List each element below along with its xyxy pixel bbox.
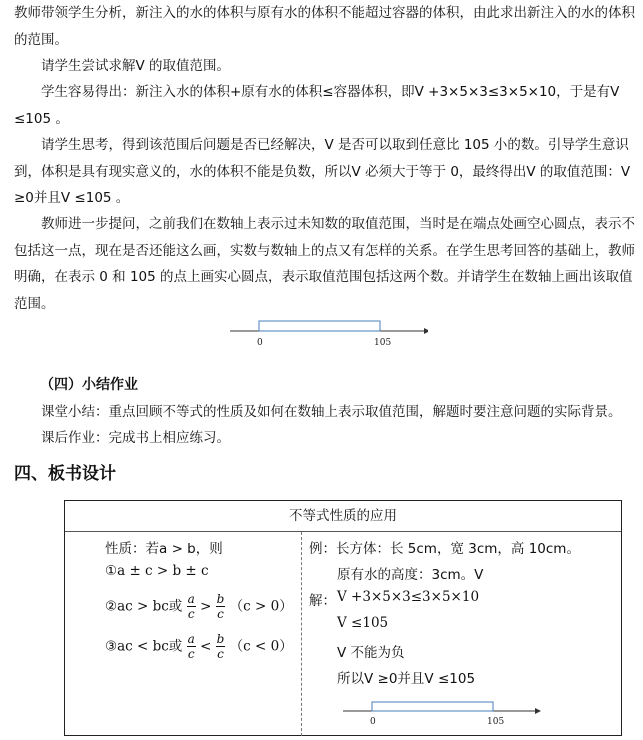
board-solve-label: 解：	[309, 593, 336, 609]
paragraph-reflection: 请学生思考，得到该范围后问题是否已经解决，V 是否可以取到任意比 105 小的数。引导学生意识到，体积是具有现实意义的，水的体积不能是负数，所以V 必须大于等于 0，最终得出V 的取值范围：V ≥0并且V ≤105 。	[14, 137, 631, 206]
board-title: 不等式性质的应用	[65, 501, 621, 532]
board-number-line-tick-105: 105	[487, 717, 505, 727]
paragraph-number-line-explanation: 教师进一步提问，之前我们在数轴上表示过未知数的取值范围，当时是在端点处画空心圆点，表示不包括这一点，现在是否还能这么画，实数与数轴上的点又有怎样的关系。在学生思考回答的基础上，教师明确，在表示 0 和 105 的点上画实心圆点，表示取值范围包括这两个数。并请学生在数轴上画出该取值范围。	[14, 216, 635, 312]
board-number-line-tick-0: 0	[370, 717, 376, 727]
number-line-arrow	[424, 328, 428, 334]
number-line-tick-105: 105	[374, 338, 392, 348]
board-number-line-arrow	[535, 708, 541, 714]
board-solve-line-4: 所以V ≥0并且V ≤105	[337, 671, 476, 687]
summary-heading: （四）小结作业	[40, 377, 138, 393]
number-line-range-bracket	[259, 321, 380, 331]
rule3-condition: （c < 0）	[229, 638, 293, 655]
board-solve-line-3: V 不能为负	[337, 645, 405, 661]
board-number-line-range-bracket	[372, 702, 493, 711]
board-rule-3	[105, 633, 293, 660]
rule3-fraction-b: $\frac{b}{c}$	[216, 632, 225, 661]
rule3-lt: <	[200, 638, 212, 655]
number-line-figure	[228, 318, 428, 350]
paragraph-try-solve: 请学生尝试求解V 的取值范围。	[41, 58, 231, 74]
paragraph-derivation: 学生容易得出：新注入水的体积+原有水的体积≤容器体积，即V +3×5×3≤3×5×10，于是有V ≤105 。	[14, 84, 620, 127]
summary-classroom: 课堂小结：重点回顾不等式的性质及如何在数轴上表示取值范围，解题时要注意问题的实际背景。	[41, 404, 622, 420]
board-number-line-figure	[341, 699, 541, 729]
rule2-text: ②ac > bc或	[105, 598, 183, 615]
summary-homework: 课后作业：完成书上相应练习。	[41, 430, 230, 446]
rule3-text: ③ac < bc或	[105, 638, 183, 655]
rule2-fraction-b: $\frac{b}{c}$	[216, 592, 225, 621]
board-divider	[301, 532, 302, 736]
board-rule-1: ①a ± c > b ± c	[105, 563, 209, 579]
rule2-condition: （c > 0）	[229, 598, 293, 615]
rule2-fraction-a: $\frac{a}{c}$	[187, 592, 195, 621]
paragraph-analysis: 教师带领学生分析，新注入的水的体积与原有水的体积不能超过容器的体积，由此求出新注入的水的体积的范围。	[14, 5, 635, 48]
board-example: 例：长方体：长 5cm，宽 3cm，高 10cm。	[309, 541, 580, 557]
board-section-heading: 四、板书设计	[14, 464, 116, 484]
board-original-height: 原有水的高度：3cm。V	[337, 567, 484, 583]
rule3-fraction-a: $\frac{a}{c}$	[187, 632, 195, 661]
board-design-table	[64, 500, 622, 736]
number-line-tick-0: 0	[257, 338, 263, 348]
board-rule-2	[105, 593, 293, 620]
rule2-gt: >	[200, 598, 212, 615]
board-solve-line-2: V ≤105	[337, 615, 389, 631]
board-solve-line-1: V +3×5×3≤3×5×10	[337, 589, 480, 605]
board-property-premise: 性质：若a > b，则	[105, 541, 223, 557]
